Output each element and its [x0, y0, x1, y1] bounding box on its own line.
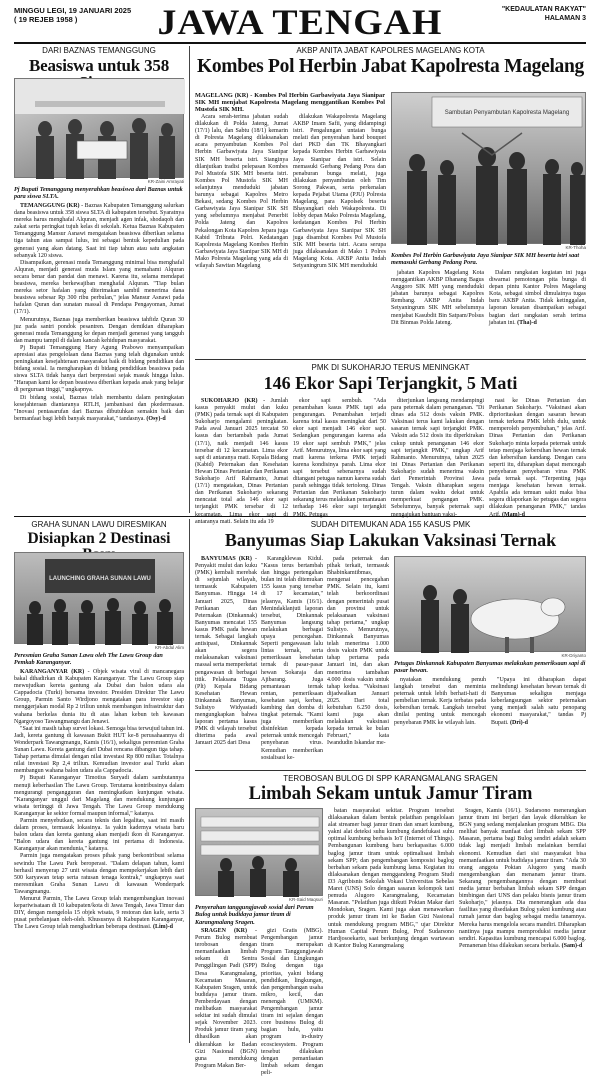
baznas-photo-illustration [15, 79, 185, 179]
paragraph: "Upaya ini diharapkan dapat melindungi kesehatan hewan ternak di Banyumas sekaligus menjaga keberlangsungan sektor peternakan yang menjadi salah satu penopang ekonomi masyarakat," tandas Pj Bupati. [491, 677, 586, 726]
photo-caption: Penyerahan tanggungjawab sosial dari Perum Bulog untuk budidaya jamur tiram di Karangmalang Sragen. [195, 904, 314, 926]
article-banyumas [195, 521, 586, 549]
banyumas-photo [394, 556, 586, 652]
kicker: GRAHA SUNAN LAWU DIRESMIKAN [31, 520, 167, 529]
article-col-1 [195, 114, 288, 269]
paragraph: - Jumlah kasus penyakit mulut dan kuku (PMK) pada ternak sapi di Kabupaten Sukoharjo mengalami peningkatan. Pada awal Januari 2025 tercatat 50 kasus dan bertambah pada Jumat (17/1), naik menjadi 146 kasus tersebar di 12 kecamatan. Lima ekor sapi di antaranya mati. Kepala Bidang (Kabid) Peternakan dan Kesehatan Hewan Dinas Pertanian dan Perikanan Sukoharjo Arif Rahmanto, Jumat (17/1) mengatakan, Dinas Pertanian dan Perikanan Sukoharjo sekarang mencatat total ada 146 ekor sapi terjangkit PMK tersebar di 12 kecamatan. Lima ekor sapi di antaranya mati. Selain itu ada 19 [195, 398, 288, 525]
section-divider [195, 359, 586, 360]
article-bulog-sragen [195, 775, 586, 804]
article-col-1 [195, 556, 257, 766]
headline: Disiapkan 2 Destinasi [27, 530, 171, 547]
paragraph: Menurut Parmin, The Lawu Group telah mengembangkan inovasi kepariwisataan di 10 kabupaten/kota di Jawa Tengah, Jawa Timur dan DIY, dengan mengelola 15 objek wisata, 9 restoran dan kafe, serta 3 pusat perbelanjaan oleh-oleh. Khususnya di Kabupaten Karanganyar, The Lawu Group telah menghadirkan beberapa destinasi. [14, 896, 184, 931]
paragraph: Menurutnya, Baznas juga memberikan beasiswa tahfidz Quran 30 juz pada santri pondok pesantren. Dengan demikian diharapkan generasi muda Temanggung ke depan menjadi generasi yang tangguh dan mampu tampil di dalam kancah kehidupan masyarakat. [14, 316, 184, 344]
article-col-4 [459, 808, 586, 1041]
article-body [14, 669, 184, 1041]
dateline: SRAGEN (KR) [201, 928, 247, 934]
bulog-photo-illustration [196, 809, 324, 897]
article-col-3 [327, 556, 389, 766]
article-col-4 [489, 270, 586, 355]
photo-caption: Peresmian Graha Sunan Lawu oleh The Lawu Group dan Pemkab Karanganyar. [14, 652, 163, 667]
article-col-4 [394, 677, 486, 767]
paragraph: Pj Bupati Karanganyar Timotius Suryadi dalam sambutannya menuji keberhasilan The Lawu Group. Terutama kontribusinya dalam mengurangi pengangguran dan meningkatkan kunjungan wisata. "Karanganyar unggul dari Magelang dan mendukung kunjungan wisata tertinggi di Jawa Tengah. The Lawu Group mendukung Karanganyar ke sektor formal maupun informal," katanya. [14, 775, 184, 817]
page-number: HALAMAN 3 [544, 14, 586, 22]
signoff: (Tha)-d [517, 319, 537, 326]
article-col-3 [328, 808, 454, 1041]
paragraph: - Objek wisata viral di mancanegara bakal dihadirkan di Kabupaten Karanganyar. The Lawu Group siap mewujudkan kereta gantung ala Dubai dan balon udara ala Cappadocia (Turki) bersama investor. Presiden Direktur The Lawu Group, Parmin Santo Wirdjono mengatakan para investor siap menggerjakan modal Rp 2 triliun untuk membangun infrastruktur dan wahana berkelas dunia itu di atas lahan kebun teh kawasan Ngargoyoso Tawangmangu dan Jenawi. [14, 669, 185, 725]
photo-credit: KR-Zaini Amrayati [147, 179, 184, 184]
dateline: TEMANGGUNG (KR) [20, 203, 80, 209]
kicker: TEROBOSAN BULOG DI SPP KARANGMALANG SRAGEN [283, 774, 498, 783]
paragraph: - Perum Bulog membuat terobosan dengan memanfaatkan limbah sekam di Sentra Penggilingan Padi (SPP) Desa Karangmalang, Kecamatan Masaran, Kabupaten Sragen, untuk budidaya jamur tiram. Pemberdayaan dengan melibatkan masyarakat sekitar ini sudah dimulai sejak November 2023. Produk jamur tiram yang dihasilkan akan dikerahkan ke Badan Gizi Nasional (BGN) guna mendukung Program Makan Ber- [195, 928, 257, 1069]
article-col-5 [491, 677, 586, 767]
paragraph: "Saat ini masih tahap survei lokasi. Semoga bisa terwujud tahun ini. Jadi, kereta gantung di kawasan Bukit HUT ke-8 perusahaannya di Wonderpark Tawangmangu, Kamis (16/1), sekaligus peresmian Graha Sunan Lawu. Kereta gantung dari Dubai rencana dibangun tiga tahap. Tahap pertama dimulai dengan nilai investasi Rp 800 miliar. Totalnya nilai investasi Rp 2,4 triliun. Kemudian investor asal Turki akan membangun wahana balon udara ala Cappadocia. [14, 725, 184, 775]
kicker: PMK DI SUKOHARJO TERUS MENINGKAT [311, 363, 470, 372]
paragraph: Pj Bupati Temanggung Hary Agung Prabowo menyampaikan apresiasi atas pengelolaan dana Baznas yang telah digunakan untuk peningkatan kesejahteraan masyarakat baik di bidang pendidikan dan bidang sosial. Ia mengharapkan di bidang pendidikan beasiswa pada siswa SLTA tidak hanya dari berprestasi sejak masuk hingga lulus. "Harapan kami ke depan beasiswa diberikan kepada anak yang belajar di perguruan tinggi," ungkapnya. [14, 344, 184, 394]
paragraph: nyatakan mendukung penuh langkah tersebut dan meminta peternak untuk lebih berhati-hati di pembelian ternak. Kerja terbatas pada kebersihan ternak. Langkah tersebut dinilai penting untuk mencegah penyebaran PMK ke wilayah lain. [394, 677, 486, 726]
article-col-2 [293, 398, 386, 518]
paragraph: - Penyakit mulut dan kuku (PMK) kembali merebak di sejumlah wilayah, termasuk Kabupaten Banyumas. Hingga 14 Januari 2025, Dinas Perikanan dan Peternakan (Dinkannak) Banyumas mencatat 155 kasus PMK pada hewan ternak. Sebagai langkah antisipasi, Dinkannak akan segera melaksanakan vaksinasi massal serta memperketat pengawasan di berbagai titik. Pelaksana Tugas (Plt) Kepala Bidang Kesehatan Hewan Dinkannak Banyumas, Sulistyo Widyasiadi mengungkapkan bahwa laporan pertama kasus PMK di wilayah tersebut diterima pada awal Januari 2025 dari Desa [195, 556, 257, 747]
column-divider [189, 519, 190, 1043]
paragraph: nasi ke Dinas Pertanian dan Perikanan Sukoharjo. "Vaksinasi akan diprioritaskan dengan sasaran hewan ternak terkena PMK lebih dulu, untuk memperoleh penyembuhan," jelas Arif. Dinas Pertanian dan Perikanan Sukoharjo minta kepada peternak untuk tetap menjaga kebersihan hewan ternak dan kebersihan kandang. Dengan cara seperti itu, diharapkan dapat mencegah penyebaran penyebaran virus PMK pada ternak sapi. "Terpenting juga menjaga kesehatan hewan ternak. Apabila ada temuan sakit maka bisa segera dilaporkan ke petugas dan segera dilakukan penanganan PMK," tandas Arif. [489, 398, 586, 518]
signoff: (Dri)-d [510, 719, 528, 726]
section-divider [14, 516, 586, 517]
signoff: (Mam)-d [502, 511, 525, 518]
photo-credit: KR-Driyanto [561, 653, 586, 658]
headline: Kombes Pol Herbin Jabat Kapolresta Magelang [196, 56, 585, 77]
paragraph: Sragen, Kamis (16/1). Sudarsono menerangkan jamur tiram ini berjari dan layak dikerahkan ke BGN yang sedang menjalankan program MBG. Dia melihat banyak manfaat dari limbah sekam SPP Masaran, pertama bagi Bulog sendiri adalah sekam tidak lagi menjadi limbah melainkan bernilai ekonomi. Kemudian dari sisi masyarakat bisa memanfaatkan untuk budidaya jamur tiram. "Ada 30 orang anggota Poktan Alugoro yang masih mengembangkan dan menanam jamur tiram. Sekarang pengembangannya dengan membuat media jamur berbahan limbah sekam SPP dengan bimbingan dari UNS dan pelaku bisnis jamur tiram Sukoharjo," jelasnya. Dia menerangkan ada dua fasilitas yang disediakan Bulog yakni kumbung atau rumah jamur dan baglog sebagai media tanamnya. Mereka harus mengelola secara mandiri. Diharapkan nantinya juga mampu memproduksi media jamur sendiri. Kapasitas kumbung mencapai 6.000 baglog. Pemanenan bisa dilakukan secara berkala. [459, 808, 586, 949]
kicker: AKBP ANITA JABAT KAPOLRES MAGELANG KOTA [296, 46, 485, 55]
kicker: SUDAH DITEMUKAN ADA 155 KASUS PMK [310, 520, 471, 529]
photo-caption: Kombes Pol Herbin Garbawiyata Jaya Sianipar SIK MH beserta istri saat memasuki Gerbang Pedang Pora. [391, 252, 580, 267]
article-col-1 [195, 398, 288, 525]
photo-credit: KR-Abdul Alim [154, 645, 184, 650]
paragraph: Disampaikan, gerenasi muda Temanggung minimal bisa menghafal Alquran, menjadi generasi muda Islam yang memahami Alquran secara benar dan pandai dan menawi. Karena itu, selama mendapat beasiswa, mereka berkewajiban menghafal Alquran. "Tiap bulan mereka setor hafalan yang diterimakan sambil menerima dana beasiswa sebesar Rp 300 ribu perbulan," jelas Mansur Asnawi pada hafalan Quran dan sunatan massal di Pendapa Pengayoman, Jumat (17/1). [14, 259, 184, 316]
article-pmk-sukoharjo [195, 364, 586, 392]
signoff: (Sam)-d [561, 942, 583, 949]
article-col-2 [261, 928, 323, 1076]
paragraph: diterjunkan langsung mendampingi para peternak dalam penanganan. "Di dinas ada 512 dosis vaksin PMK. Vaksinasi terus kami lakukan dengan sasaran ternak sapi terjangkit PMK. Vaksin ada 512 dosis itu diperkirakan cukup untuk penanganan 146 ekor sapi terjangkit PMK," ungkap Arif Rahmanto. Menurutnya, tahun 2025 ini Dinas Pertanian dan Perikanan Sukoharjo sudah menerima vaksin dari Pemerintah Provinsi Jawa Tengah. Vaksin diharapkan segera turun dalam waktu dekat untuk memperkuat pengangan PMK. Sebelumnya, banyak peternak sapi mengajukan bantuan vaksi- [391, 398, 484, 518]
paragraph: ekor sapi sembuh. "Ada penambahan kasus PMK tapi ada pengurangan. Penambahan terjadi karena total kasus meningkat dari 50 ekor sapi menjadi 146 ekor sapi. Sedangkan pengurangan karena ada 19 ekor sapi sembuh PMK," jelas Arif. Menurutnya, lima ekor sapi yang mati karena terkena PMK terjadi karena kondisinya parah. Lima ekor sapi tersebut sebenarnya sudah ditangani petugas namun karena sudah parah sehingga tidak tertolong. Dinas Pertanian dan Perikanan Sukoharjo sekarang terus melakukan pemantauan terhadap 146 ekor sapi terjangkit PMK. Petugas [293, 398, 386, 518]
paragraph: Parmin juga mengatakan proses pihak yang berkontribusi selama sewindu The Lawu Park beroperasi. "Dalam delapan tahun, kami berhasil menyerap 27 unit wisata dengan mempekerjakan lebih dari 500 karyawan tetap serta ratusan tenaga kontrak," ungkapnya saat meresmikan Graha Sunan Lawu di kawasan Wonderpark Tawangmangu. [14, 853, 184, 895]
signoff: (Lim)-d [152, 924, 173, 931]
paragraph: Di bidang sosial, Baznas telah membantu dalam peningkatan kesejahteraan diantaranya RTLH, jambanisasi dan pkedermasan. "Inovasi pentasarufan dari Baznas dibutuhkan semakin baik dan bermanfaat bagi lebih banyak masyarakat," tandasnya. [14, 394, 184, 422]
headline: Banyumas Siap Lakukan Vaksinasi Ternak [224, 530, 557, 550]
section-divider [195, 770, 586, 771]
article-col-4 [489, 398, 586, 518]
masthead-rule [14, 42, 586, 44]
dateline: BANYUMAS (KR) [201, 556, 252, 562]
dateline: KARANGANYAR (KR) [20, 669, 85, 675]
paragraph: pada peternak dan pihak terkait, termasuk Bhabinkamtibmas, mengenai pencegahan PMK. Selain itu, kami telah berkoordinasi dengan pemerintah pusat dan provinsi untuk pelaksanaan vaksinasi tahap pertama," ungkap Sulistyo. Menurutnya, Dinkannak Banyumas telah menerima 1.000 dosis vaksin PMK untuk tahap pertama pada Januari ini, dan akan menerima tambahan 4.000 dosis vaksin untuk tahap kedua. "Vaksinasi dijadwalkan Januari 2025. Dari total kebutuhan 6.250 dosis, kami juga akan melakukan vaksinasi kepada ternak ke bulan Februari," kata Iwandudin Iskandar me- [327, 556, 389, 747]
signoff: (Osy)-d [146, 415, 166, 422]
graha-photo-illustration [15, 553, 185, 645]
date-line: MINGGU LEGI, 19 JANUARI 2025 [14, 6, 132, 15]
banyumas-photo-illustration [395, 557, 587, 653]
article-col-2 [261, 556, 323, 766]
paragraph: dilakukan Wakapolresta Magelang AKBP Imam Safii, yang didampingi istri. Pengalungan untaian bunga melati dan penyerahan hand bouquet dari PKD dan TK Bhayangkari kepada Kombes Herbin Garbawiyata Jaya Sianipar dan istri. Selain memasuki Gerbang Pedang Pora dan penaburan bunga melati, juga dilakukan penyambutan oleh Tim Sorong Pakwan, serta perkenalan kepada Pejabat Utama (PJU) Polresta Magelang, para Kapolsek beserta Bhayangkari oleh Wakapolresta. Di lobby depan Mako Polresta Magelang, kedatangan Kombes Pol Herbin Garbawiyata Jaya Sianipar SIK SH juga disambut Kombes Pol Mustofa SIK MH beserta istri. Acara serupa juga dilaksanakan di Mako 1 Polres Magelang Kota. AKBP Anita Indah Setyaningrum SIK MH menduduki [293, 114, 386, 269]
article-body [14, 203, 184, 513]
photo-banner: Sambutan Penyambutan Kapolresta Magelang [444, 110, 570, 116]
masthead-title: JAWA TENGAH [157, 2, 443, 42]
kicker: DARI BAZNAS TEMANGGUNG [42, 46, 156, 55]
photo-credit: KR-Thoha [565, 245, 586, 250]
article-col-3 [391, 270, 484, 355]
kapolresta-photo [391, 92, 586, 244]
tagline: "KEDAULATAN RAKYAT" [501, 6, 586, 13]
bulog-photo [195, 808, 323, 896]
photo-caption: Pj Bupati Temanggung menyerahkan beasiswa dari Baznas untuk para siswa SLTA. [14, 186, 183, 201]
article-col-1-cont [195, 272, 386, 357]
paragraph: Acara serah-terima jabatan sudah dilakukan di Polda Jateng, Jumat (17/1) lalu, dan Sabtu (18/1) kemarin di Polresta Magelang dilaksanakan acara penyambutan Kombes Pol Herbin Garbawiyata Jaya Sianipar SIK MH beserta istri. Sianginya dilanjutkan tradisi pelepasan Kombes Pol Mustofa SIK MH beserta istri. Kombes Pol Mustofa SIK MH selanjutnya menduduki jabatan barunya sebagai Kapolres Metro Bekasi, sedang Kombes Pol Herbin Garbawiyata Jaya Sianipar SIK SH yang sebelumnya menjabat Penerbit Polda Jateng dan Kapolres Pekalongan Kota Kapolres Jepara juga Kabid Tribrata Polri. Kedatangan Kapolresta Magelang Kombes Herbin Garbawiyata Jaya Sianipar SIK MH di Mako Polresta Magelang yang ada di wilayah Sawitan Magelang [195, 114, 288, 269]
paragraph: batan masyarakat sekitar. Program tersebut dilaksanakan dalam bentuk pelatihan pengelolaan alat streamer bagi jamur tiram dan smart kumbung, yakni alat deteksi suhu kumbung dandefukasi suhu optimal kumbung berbasis IoT (Internet of Things). Pembangunan kumbung baru berkapasitas 6.000 baglog jamur tiram untuk optimalisasi limbah sekam SPP; dan pengembangan komposisi baglog berbahan sekam pada kumbung lama. Kegiatan itu dilaksanakan dengan menggandeng Program Studi D3 Agribisnis Sekolah Vokasi Universitas Sebelas Maret (UNS) Solo dengan sasaran kelompok tani pemuda Alugoro Karangmalang, Kecamatan Masaran. "Pelatihan juga diikuti Poktan Makar dari Mondokan, Sragen. Kami juga akan menawarkan produk jamur tiram ini ke Badan Gizi Nasional untuk mendukung program MBG," ujar Direktur Human Capital Perum Bulog, Prof Sudarsono Hardjosoekarto, saat berkunjung dengan wartawan di Kantor Bulog Karangmalang [328, 808, 454, 949]
photo-credit: KR-Said Maqsuri [288, 897, 323, 902]
article-col-1 [195, 928, 257, 1069]
article-kapolresta [195, 47, 586, 77]
column-divider [189, 46, 190, 513]
paragraph: jabatan Kapolres Magelang Kota menggantikan AKBP Dhanang Bagus Anggoro SIK MH yang menduduki jabatan barunya sebagai Kapolres Rembang. AKBP Anita Indah Setyaningrum SIK MH sebelumnya menjabat Kasubdit Bin Satpam/Polsus Dit Binmas Polda Jateng. [391, 270, 484, 326]
lead-paragraph: MAGELANG (KR) - Kombes Pol Herbin Garbawiyata Jaya Sianipar SIK MH menjabat Kapolresta Magelang menggantikan Kombes Pol Mustofa SIK MH. [195, 92, 385, 113]
paragraph: - Baznas Kabupaten Temanggung salurkan dana beasiswa untuk 358 siswa SLTA di kabupaten tersebut. Syaratnya mereka harus menghafal Alquran, menjadi agen infak, shodaqoh dan zakat serta peringkat tujuh kelas di sekolah. Ketua Baznas Kabupaten Temanggung Mansur Asnawi mengatakan beasiswa diberikan selama tiga tahun atas sampai lulus, ini sebagai bentuk kepedulian pada generasi yang akan datang. Saat ini tiap tahun atau satu angkatan sebanyak 120 siswa. [14, 203, 184, 259]
headline: Beasiswa untuk 358 [29, 56, 169, 75]
baznas-photo [14, 78, 184, 178]
headline: 146 Ekor Sapi Terjangkit, 5 Mati [263, 373, 518, 393]
paragraph: gizi Gratis (MBG). Pengembangan jamur tiram merupakan Program Tanggungjawab Sosial dan Lingkungan Bulog dengan tiga prioritas, yakni bidang pendidikan, lingkungan, dan pengembangan usaha mikro, kecil, dan menengah (UMKM). Pengembangan jamur tiram ini sejalan dengan core business Bulog di bagian hulu, yaitu program in-dustry ecosciesystem. Program tersebut dilakukan dengan pemanfaatan limbah sekam dengan peli- [261, 928, 323, 1076]
paragraph: Parmin menyebutkan, secara teknis dan legalitas, saat ini masih dalam proses, termasuk lokasinya. Ia yakin kademya wisata baru balon udara dan kereta gantung akan menjadi ikon di Karanganyar. "Balon udara dan kereta gantung ini pertama di Indonesia. Karanganyar akan mendunia," katanya. [14, 817, 184, 853]
article-col-3 [391, 398, 484, 518]
masthead-right-block [502, 6, 586, 24]
photo-sign-text: LAUNCHING GRAHA SUNAN LAWU [49, 576, 151, 582]
javanese-date: ( 19 REJEB 1958 ) [14, 15, 78, 25]
paragraph: Dalam rangkaian kegiatan ini juga diwarnai pemotongan pita bunga di depan pintu Kantor Polres Magelang Kota, sebagai simbol dimulainya tugas baru AKBP Anita. Tidak ketinggalan, laporan keuatan disampaikan sebagai bagian dari rangkaian serah terima jabatan ini. [489, 270, 586, 326]
graha-photo [14, 552, 184, 644]
kapolresta-photo-illustration [392, 93, 587, 245]
headline: Limbah Sekam untuk Jamur Tiram [248, 784, 533, 804]
dateline: SUKOHARJO (KR) [201, 398, 258, 404]
article-col-2 [293, 114, 386, 269]
photo-caption: Petugas Dinkannak Kabupaten Banyumas melakukan pemeriksaan sapi di pasar hewan. [394, 660, 586, 675]
paragraph: Karangklewas Kidul. "Kasus terus bertambah dan hingga pertengahan bulan ini telah ditemukan 155 kasus yang tersebar di 17 kecamatan," jelasnya, Kamis (16/1). Menindaklanjuti laporan tersebut, Dinkannak Banyumas langsung melakukan berbagai upaya pencegahan. Seperti pengawasan lalu lintas ternak, serta pemeriksaan kesehatan ternak di pasar-pasar hewan Sokaraja dan Ajibarang. Juga pemantauan ternak rentan, pemeriksaan kesehatan sapi, kerbau, kambing dan domba di tingkat peternak. "Kami juga memberikan disinfektan kepada peternak untuk mencegah penyebaran virus. Kemudian memberikan sosialisasi ke- [261, 556, 323, 761]
